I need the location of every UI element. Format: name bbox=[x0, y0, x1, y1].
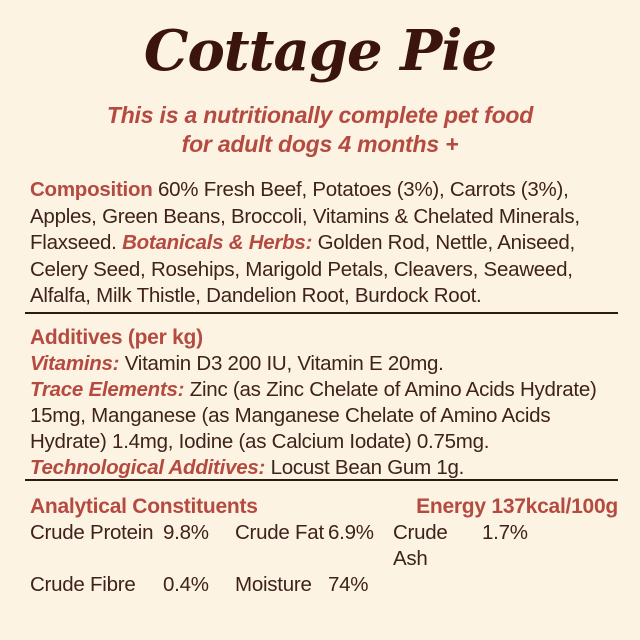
additives-heading: Additives (per kg) bbox=[30, 326, 203, 349]
nutrient-label: Crude Fibre bbox=[30, 573, 136, 596]
vitamins-value: Vitamin D3 200 IU, Vitamin E 20mg. bbox=[124, 352, 444, 375]
nutrient-value: 74% bbox=[328, 573, 369, 596]
trace-elements-line bbox=[30, 377, 622, 455]
analytical-constituents-section bbox=[30, 494, 618, 598]
composition-heading: Composition bbox=[30, 178, 153, 201]
nutrient-value: 0.4% bbox=[163, 573, 209, 596]
composition-ingredients: 60% Fresh Beef, Potatoes (3%), Carrots (3%), Apples, Green Beans, Broccoli, Vitamins & Chelated Minerals, Flaxseed. bbox=[30, 178, 580, 254]
nutrient-value: 6.9% bbox=[328, 521, 374, 544]
nutrient-value: 1.7% bbox=[482, 521, 528, 544]
divider-bottom bbox=[25, 479, 618, 481]
nutrient-label: Crude Ash bbox=[393, 521, 448, 570]
product-title: Cottage Pie bbox=[143, 18, 497, 84]
analytical-header-row bbox=[30, 494, 618, 520]
additives-section bbox=[30, 325, 622, 481]
nutrient-label: Crude Fat bbox=[235, 521, 324, 544]
nutrient-label: Moisture bbox=[235, 573, 312, 596]
nutrient-value: 9.8% bbox=[163, 521, 209, 544]
vitamins-label: Vitamins: bbox=[30, 352, 120, 375]
nutrient-value-empty bbox=[482, 572, 618, 598]
analytical-table bbox=[30, 520, 618, 598]
vitamins-line bbox=[30, 351, 622, 377]
technological-additives-value: Locust Bean Gum 1g. bbox=[270, 456, 465, 479]
technological-additives-line bbox=[30, 455, 622, 481]
nutrition-claim-line2: for adult dogs 4 months + bbox=[181, 131, 459, 157]
nutrition-claim-line1: This is a nutritionally complete pet food bbox=[106, 102, 534, 128]
nutrient-label-empty bbox=[393, 572, 482, 598]
nutrient-label: Crude Protein bbox=[30, 521, 154, 544]
energy-value: Energy 137kcal/100g bbox=[416, 495, 618, 518]
nutrition-claim bbox=[0, 101, 640, 159]
botanicals-list: Golden Rod, Nettle, Aniseed, Celery Seed, Rosehips, Marigold Petals, Cleavers, Seaweed, Alfalfa, Milk Thistle, Dandelion Root, Burdock Root. bbox=[30, 231, 575, 307]
divider-top bbox=[25, 312, 618, 314]
technological-additives-label: Technological Additives: bbox=[30, 456, 266, 479]
analytical-heading: Analytical Constituents bbox=[30, 495, 258, 518]
composition-section bbox=[30, 177, 622, 310]
botanicals-label: Botanicals & Herbs: bbox=[122, 231, 313, 254]
trace-elements-label: Trace Elements: bbox=[30, 378, 185, 401]
trace-elements-value: Zinc (as Zinc Chelate of Amino Acids Hydrate) 15mg, Manganese (as Manganese Chelate of Amino Acids Hydrate) 1.4mg, Iodine (as Calcium Iodate) 0.75mg. bbox=[30, 378, 597, 453]
